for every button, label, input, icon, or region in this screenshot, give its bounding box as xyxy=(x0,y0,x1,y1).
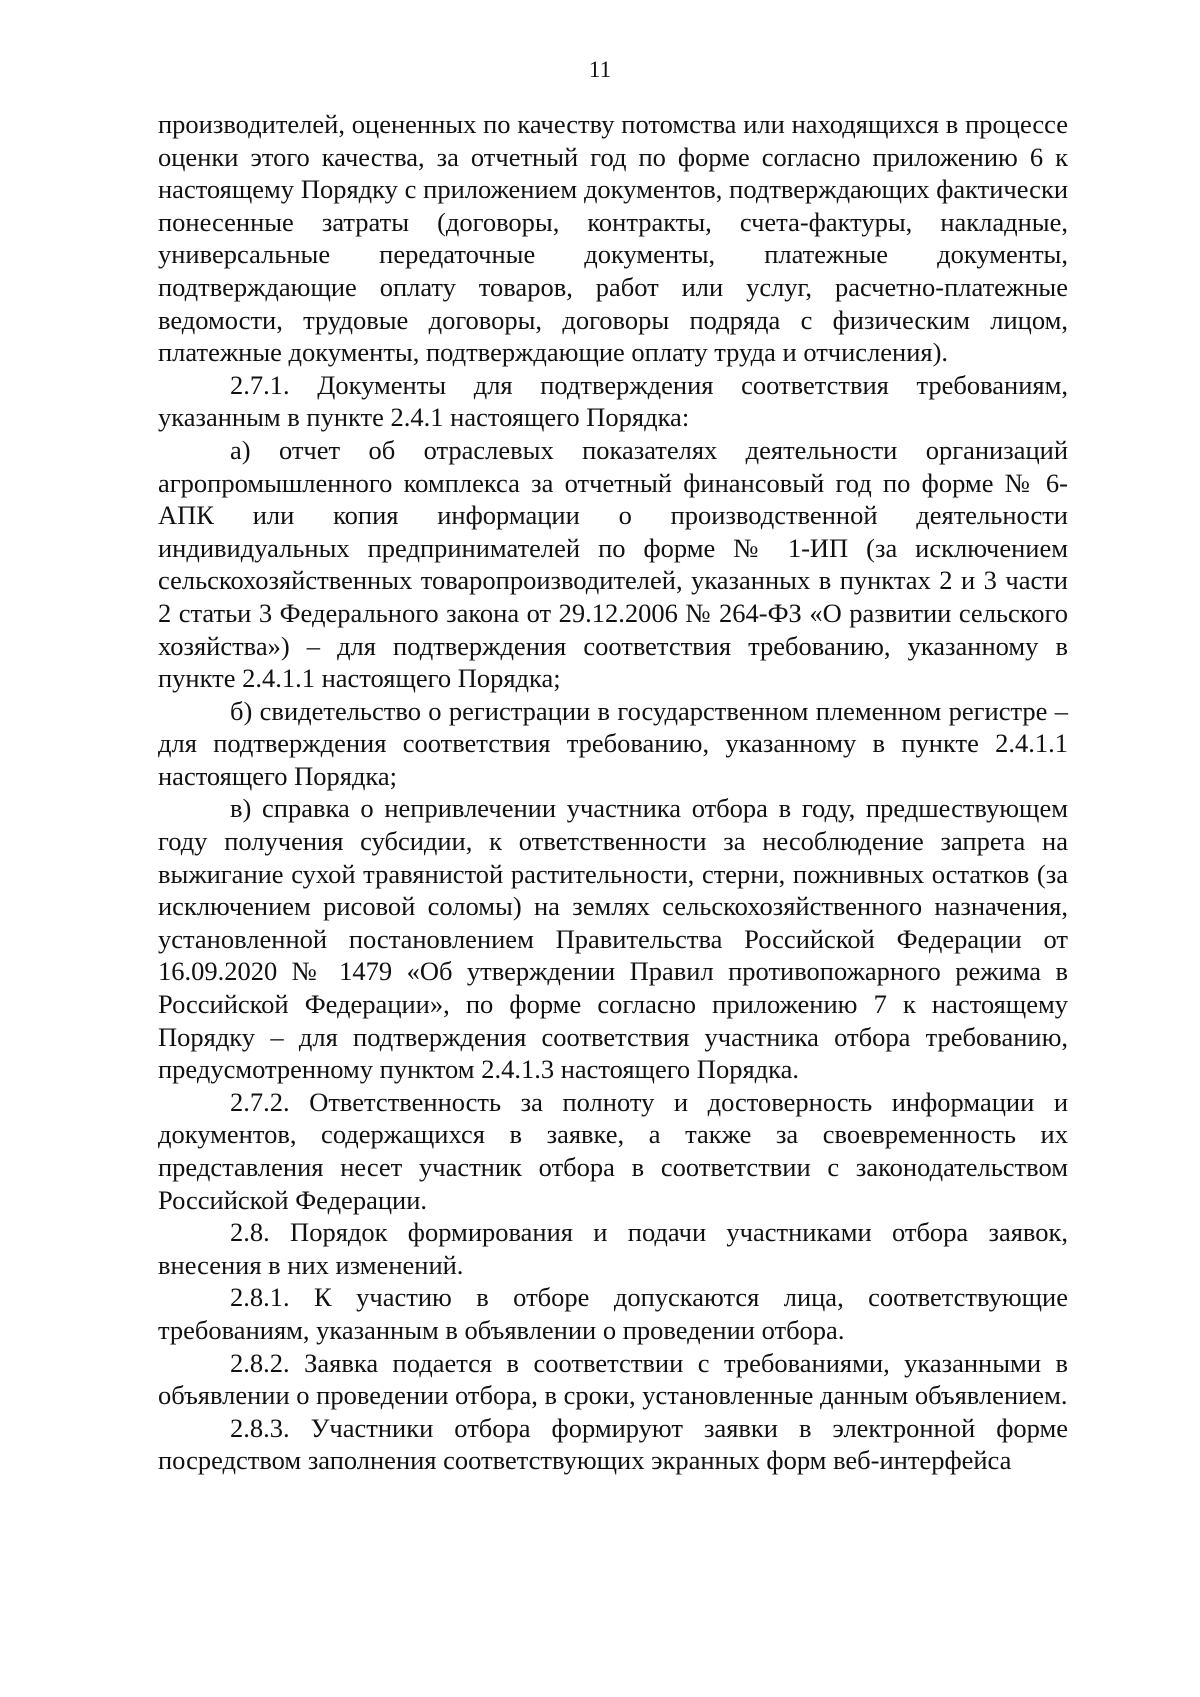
document-body xyxy=(158,108,1068,1477)
paragraph-item-b: б) свидетельство о регистрации в государственном племенном регистре – для подтверждения соответствия требованию, указанному в пункте 2.4.1.1 настоящего Порядка; xyxy=(158,695,1068,791)
paragraph-2-8-1: 2.8.1. К участию в отборе допускаются лица, соответствующие требованиям, указанным в объявлении о проведении отбора. xyxy=(158,1282,1068,1345)
paragraph-2-8: 2.8. Порядок формирования и подачи участниками отбора заявок, внесения в них изменений. xyxy=(158,1217,1068,1280)
paragraph-2-8-2: 2.8.2. Заявка подается в соответствии с требованиями, указанными в объявлении о проведении отбора, в сроки, установленные данным объявлением. xyxy=(158,1347,1068,1411)
paragraph-item-a: а) отчет об отраслевых показателях деятельности организаций агропромышленного комплекса за отчетный финансовый год по форме № 6-АПК или копия информации о производственной деятельности индивидуальных предпринимателей по форме № 1-ИП (за исключением сельскохозяйственных товаропроизводителей, указанных в пунктах 2 и 3 части 2 статьи 3 Федерального закона от 29.12.2006 № 264-ФЗ «О развитии сельского хозяйства») – для подтверждения соответствия требованию, указанному в пункте 2.4.1.1 настоящего Порядка; xyxy=(158,434,1068,694)
page-number: 11 xyxy=(588,57,612,82)
paragraph-item-v: в) справка о непривлечении участника отбора в году, предшествующем году получения субсидии, к ответственности за несоблюдение запрета на выжигание сухой травянистой растительности, стерни, пожнивных остатков (за исключением рисовой соломы) на землях сельскохозяйственного назначения, установленной постановлением Правительства Российской Федерации от 16.09.2020 № 1479 «Об утверждении Правил противопожарного режима в Российской Федерации», по форме согласно приложению 7 к настоящему Порядку – для подтверждения соответствия участника отбора требованию, предусмотренному пунктом 2.4.1.3 настоящего Порядка. xyxy=(158,793,1068,1085)
paragraph-2-7-1: 2.7.1. Документы для подтверждения соответствия требованиям, указанным в пункте 2.4.1 настоящего Порядка: xyxy=(158,369,1068,433)
paragraph-2-7-2: 2.7.2. Ответственность за полноту и достоверность информации и документов, содержащихся в заявке, а также за своевременность их представления несет участник отбора в соответствии с законодательством Российской Федерации. xyxy=(158,1086,1068,1215)
paragraph-2-8-3: 2.8.3. Участники отбора формируют заявки в электронной форме посредством заполнения соответствующих экранных форм веб-интерфейса xyxy=(158,1412,1068,1476)
paragraph-continuation: производителей, оцененных по качеству потомства или находящихся в процессе оценки этого качества, за отчетный год по форме согласно приложению 6 к настоящему Порядку с приложением документов, подтверждающих фактически понесенные затраты (договоры, контракты, счета-фактуры, накладные, универсальные передаточные документы, платежные документы, подтверждающие оплату товаров, работ или услуг, расчетно-платежные ведомости, трудовые договоры, договоры подряда с физическим лицом, платежные документы, подтверждающие оплату труда и отчисления). xyxy=(158,109,1068,368)
